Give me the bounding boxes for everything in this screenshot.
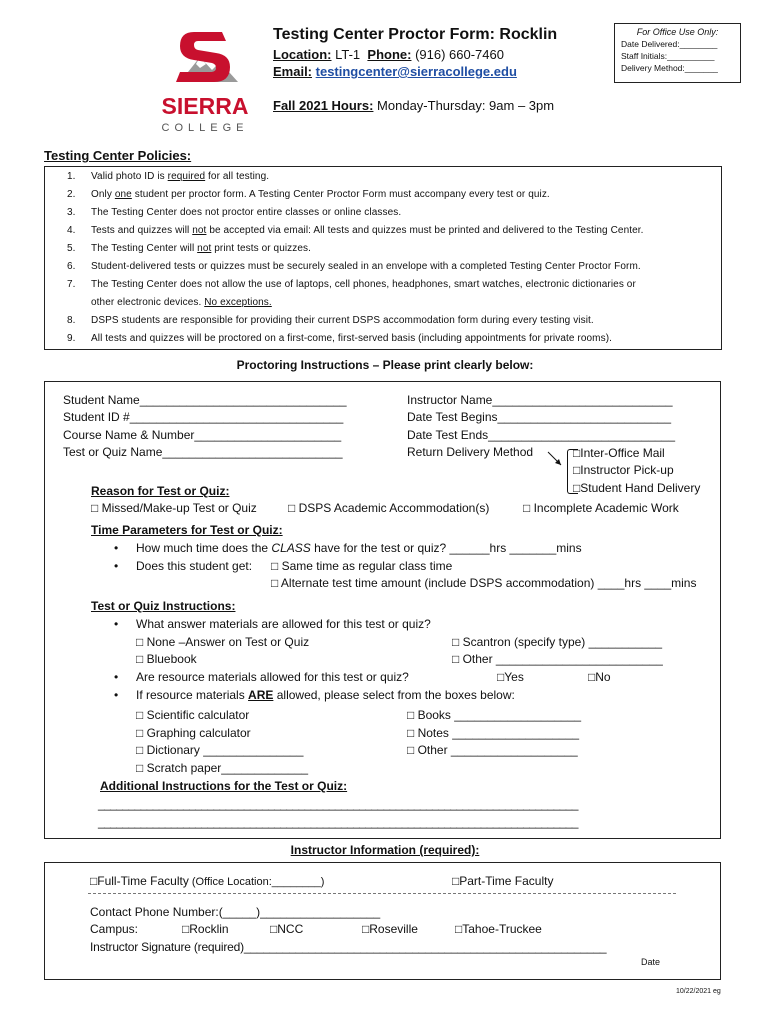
additional-line[interactable]: _______________________________________________________________________________ bbox=[98, 797, 578, 811]
reason-title: Reason for Test or Quiz: bbox=[91, 484, 230, 498]
location-label: Location: bbox=[273, 47, 332, 62]
parttime-faculty-checkbox[interactable]: □Part-Time Faculty bbox=[452, 874, 554, 888]
policy-item: 2. Only one student per proctor form. A Testing Center Proctor Form must accompany every test or quiz. bbox=[67, 189, 550, 200]
dictionary-checkbox[interactable]: □ Dictionary _______________ bbox=[136, 743, 304, 757]
office-use-title: For Office Use Only: bbox=[636, 27, 719, 37]
policy-item: 9. All tests and quizzes will be proctored on a first-come, first-served basis (including appointments for private rooms). bbox=[67, 333, 613, 344]
date-label: Date bbox=[641, 957, 661, 967]
policy-item: other electronic devices. No exceptions. bbox=[91, 297, 272, 308]
books-checkbox[interactable]: □ Books ___________________ bbox=[407, 708, 582, 722]
alternate-time-checkbox[interactable]: □ Alternate test time amount (include DSPS accommodation) ____hrs ____mins bbox=[271, 576, 697, 590]
instructor-info-title: Instructor Information (required): bbox=[290, 843, 480, 857]
revision-footer: 10/22/2021 eg bbox=[676, 988, 721, 995]
course-name-field[interactable]: Course Name & Number______________________ bbox=[63, 428, 342, 442]
office-use-line[interactable]: Delivery Method:_______ bbox=[621, 63, 718, 73]
phone-label: Phone: bbox=[367, 47, 412, 62]
student-name-field[interactable]: Student Name_______________________________ bbox=[63, 393, 347, 407]
date-ends-field[interactable]: Date Test Ends____________________________ bbox=[407, 428, 676, 442]
divider bbox=[88, 893, 676, 894]
return-delivery-label: Return Delivery Method bbox=[407, 445, 534, 459]
time-title: Time Parameters for Test or Quiz: bbox=[91, 523, 283, 537]
additional-instructions-title: Additional Instructions for the Test or Quiz: bbox=[100, 779, 348, 793]
proctoring-title: Proctoring Instructions – Please print clearly below: bbox=[236, 358, 534, 372]
scratch-paper-checkbox[interactable]: □ Scratch paper_____________ bbox=[136, 761, 309, 775]
campus-roseville-checkbox[interactable]: □Roseville bbox=[362, 922, 418, 936]
phone-value: (916) 660-7460 bbox=[411, 47, 504, 62]
contact-phone-field[interactable]: Contact Phone Number:(_____)__________________ bbox=[90, 905, 381, 919]
email-line bbox=[273, 64, 517, 79]
policies-box bbox=[44, 166, 722, 350]
answer-materials-question: • What answer materials are allowed for this test or quiz? bbox=[136, 617, 431, 631]
policy-item: 7. The Testing Center does not allow the use of laptops, cell phones, headphones, smart watches, electronic dictionaries or bbox=[67, 279, 636, 290]
email-link[interactable]: testingcenter@sierracollege.edu bbox=[315, 64, 517, 79]
svg-text:SIERRA: SIERRA bbox=[161, 93, 249, 119]
missed-makeup-checkbox[interactable]: □ Missed/Make-up Test or Quiz bbox=[91, 501, 257, 515]
time-question-class[interactable]: • How much time does the CLASS have for the test or quiz? ______hrs _______mins bbox=[136, 541, 582, 555]
student-hand-delivery-checkbox[interactable]: □Student Hand Delivery bbox=[573, 481, 701, 495]
instructor-name-field[interactable]: Instructor Name___________________________ bbox=[407, 393, 673, 407]
resource-yes-checkbox[interactable]: □Yes bbox=[497, 670, 524, 684]
resource-materials-question: • Are resource materials allowed for this test or quiz? bbox=[136, 670, 409, 684]
policies-title: Testing Center Policies: bbox=[44, 148, 192, 163]
resource-no-checkbox[interactable]: □No bbox=[588, 670, 611, 684]
policy-item: 6. Student-delivered tests or quizzes must be securely sealed in an envelope with a completed Testing Center Proctor Form. bbox=[67, 261, 641, 272]
policy-item: 8. DSPS students are responsible for providing their current DSPS accommodation form during every testing visit. bbox=[67, 315, 594, 326]
campus-ncc-checkbox[interactable]: □NCC bbox=[270, 922, 304, 936]
answer-none-checkbox[interactable]: □ None –Answer on Test or Quiz bbox=[136, 635, 310, 649]
date-begins-field[interactable]: Date Test Begins__________________________ bbox=[407, 410, 672, 424]
answer-scantron-checkbox[interactable]: □ Scantron (specify type) ___________ bbox=[452, 635, 663, 649]
policy-item: 5. The Testing Center will not print tests or quizzes. bbox=[67, 243, 312, 254]
fulltime-faculty-checkbox[interactable]: □Full-Time Faculty (Office Location:________) bbox=[90, 874, 325, 888]
location-value: LT-1 bbox=[331, 47, 364, 62]
policy-item: 4. Tests and quizzes will not be accepted via email: All tests and quizzes must be printed and delivered to the Testing Center. bbox=[67, 225, 644, 236]
notes-checkbox[interactable]: □ Notes ___________________ bbox=[407, 726, 580, 740]
dsps-accommodation-checkbox[interactable]: □ DSPS Academic Accommodation(s) bbox=[288, 501, 490, 515]
test-name-field[interactable]: Test or Quiz Name___________________________ bbox=[63, 445, 343, 459]
instructions-title: Test or Quiz Instructions: bbox=[91, 599, 236, 613]
resource-select-instruction: • If resource materials ARE allowed, please select from the boxes below: bbox=[136, 688, 515, 702]
svg-text:COLLEGE: COLLEGE bbox=[161, 122, 249, 134]
campus-rocklin-checkbox[interactable]: □Rocklin bbox=[182, 922, 229, 936]
location-line bbox=[273, 47, 504, 62]
arrow-icon bbox=[546, 448, 566, 475]
inter-office-mail-checkbox[interactable]: □Inter-Office Mail bbox=[573, 446, 665, 460]
incomplete-work-checkbox[interactable]: □ Incomplete Academic Work bbox=[523, 501, 679, 515]
same-time-checkbox[interactable]: □ Same time as regular class time bbox=[271, 559, 453, 573]
hours-label: Fall 2021 Hours: bbox=[273, 98, 374, 113]
office-use-line[interactable]: Date Delivered:________ bbox=[621, 39, 718, 49]
other-resource-checkbox[interactable]: □ Other ___________________ bbox=[407, 743, 578, 757]
hours-value: Monday-Thursday: 9am – 3pm bbox=[373, 98, 555, 113]
time-question-student: • Does this student get: bbox=[136, 559, 252, 573]
instructor-signature-field[interactable]: Instructor Signature (required)________________________________________________________ bbox=[90, 940, 607, 954]
office-use-box bbox=[614, 23, 741, 83]
policy-item: 1. Valid photo ID is required for all testing. bbox=[67, 171, 270, 182]
student-id-field[interactable]: Student ID #________________________________ bbox=[63, 410, 344, 424]
additional-line[interactable]: _______________________________________________________________________________ bbox=[98, 815, 578, 829]
email-label: Email: bbox=[273, 64, 313, 79]
graphing-calculator-checkbox[interactable]: □ Graphing calculator bbox=[136, 726, 251, 740]
answer-other-checkbox[interactable]: □ Other _________________________ bbox=[452, 652, 663, 666]
scientific-calculator-checkbox[interactable]: □ Scientific calculator bbox=[136, 708, 250, 722]
policy-item: 3. The Testing Center does not proctor entire classes or online classes. bbox=[67, 207, 402, 218]
form-title: Testing Center Proctor Form: Rocklin bbox=[273, 26, 558, 43]
office-use-line[interactable]: Staff Initials:__________ bbox=[621, 51, 715, 61]
sierra-college-logo bbox=[150, 22, 260, 137]
instructor-pickup-checkbox[interactable]: □Instructor Pick-up bbox=[573, 463, 674, 477]
campus-label: Campus: bbox=[90, 922, 139, 936]
answer-bluebook-checkbox[interactable]: □ Bluebook bbox=[136, 652, 197, 666]
campus-tahoe-checkbox[interactable]: □Tahoe-Truckee bbox=[455, 922, 542, 936]
hours-line bbox=[273, 98, 554, 113]
